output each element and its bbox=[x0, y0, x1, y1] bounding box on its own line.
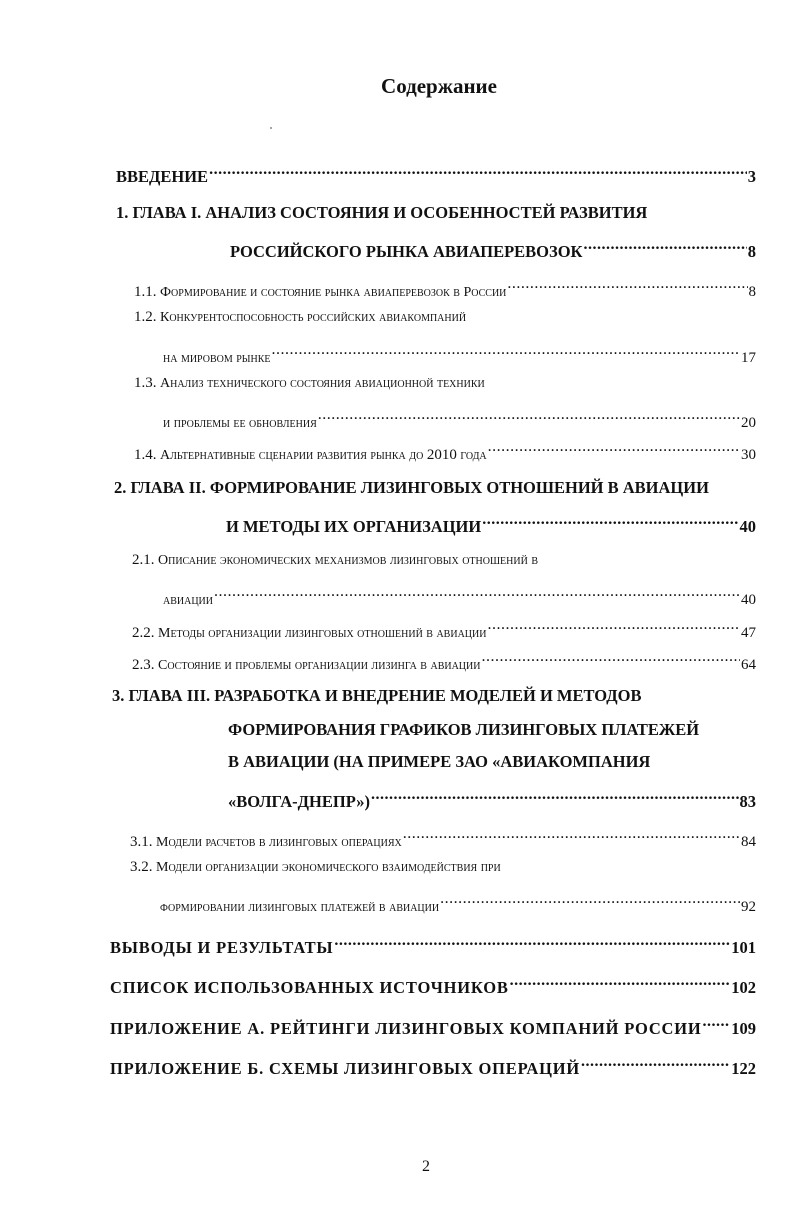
toc-section-1-4[interactable] bbox=[134, 435, 756, 463]
toc-entry-page: 40 bbox=[739, 517, 756, 536]
toc-chapter-3[interactable] bbox=[228, 783, 756, 811]
toc-entry-page: 8 bbox=[747, 242, 756, 261]
dot-leader bbox=[371, 783, 739, 807]
toc-section-3-1[interactable] bbox=[130, 822, 756, 850]
toc-entry-label: Формирование и состояние рынка авиаперевозок в России bbox=[160, 285, 507, 300]
page-title: Содержание bbox=[381, 74, 497, 98]
toc-entry-label-end: года bbox=[460, 448, 487, 463]
toc-entry-label: Альтернативные сценарии развития рынка до bbox=[160, 448, 424, 463]
page-number: 2 bbox=[422, 1158, 430, 1175]
toc-entry-page: 40 bbox=[741, 592, 756, 608]
dot-leader bbox=[488, 435, 740, 459]
toc-section-2-1-line1[interactable] bbox=[132, 548, 538, 573]
toc-entry-conclusions[interactable] bbox=[110, 929, 756, 957]
dot-leader bbox=[581, 1050, 730, 1074]
section-number: 1.1. bbox=[134, 284, 157, 300]
toc-entry-label: Методы организации лизинговых отношений в авиации bbox=[158, 626, 487, 641]
toc-entry-label: Описание экономических механизмов лизинговых отношений в bbox=[158, 553, 538, 568]
dot-leader bbox=[482, 508, 738, 532]
section-number: 3.2. bbox=[130, 859, 153, 875]
toc-entry-page: 84 bbox=[741, 834, 756, 850]
dot-leader bbox=[487, 613, 740, 637]
toc-section-1-3[interactable] bbox=[163, 403, 756, 431]
toc-section-1-1[interactable] bbox=[134, 272, 756, 300]
toc-chapter-1-line1[interactable]: 1. ГЛАВА I. АНАЛИЗ СОСТОЯНИЯ И ОСОБЕННОСТЕЙ РАЗВИТИЯ bbox=[116, 203, 648, 222]
toc-entry-label: Модели расчетов в лизинговых операциях bbox=[156, 835, 402, 850]
dot-leader bbox=[318, 403, 740, 427]
toc-entry-label: ВЫВОДЫ И РЕЗУЛЬТАТЫ bbox=[110, 938, 334, 957]
toc-entry-page: 101 bbox=[731, 938, 756, 957]
dot-leader bbox=[272, 338, 740, 362]
section-number: 3.1. bbox=[130, 834, 153, 850]
toc-entry-label: ВВЕДЕНИЕ bbox=[116, 167, 209, 186]
dot-leader bbox=[209, 158, 747, 182]
toc-section-1-2-line1[interactable] bbox=[134, 305, 466, 330]
section-number: 1.2. bbox=[134, 309, 157, 325]
dot-leader bbox=[584, 233, 747, 257]
toc-chapter-3-line3[interactable]: В АВИАЦИИ (НА ПРИМЕРЕ ЗАО «АВИАКОМПАНИЯ bbox=[228, 752, 651, 771]
dot-leader bbox=[440, 887, 740, 911]
toc-entry-intro[interactable] bbox=[116, 158, 756, 186]
toc-entry-label: Конкурентоспособность российских авиакомпаний bbox=[160, 310, 467, 325]
dot-leader bbox=[403, 822, 740, 846]
toc-chapter-3-line1[interactable]: 3. ГЛАВА III. РАЗРАБОТКА И ВНЕДРЕНИЕ МОДЕЛЕЙ И МЕТОДОВ bbox=[112, 686, 642, 705]
section-number: 1.3. bbox=[134, 375, 157, 391]
toc-section-1-3-line1[interactable] bbox=[134, 371, 485, 396]
dot-leader bbox=[481, 645, 740, 669]
scan-speck bbox=[270, 127, 272, 129]
toc-section-2-2[interactable] bbox=[132, 613, 756, 641]
toc-chapter-2-line1[interactable]: 2. ГЛАВА II. ФОРМИРОВАНИЕ ЛИЗИНГОВЫХ ОТНОШЕНИЙ В АВИАЦИИ bbox=[114, 478, 709, 497]
toc-section-3-2[interactable] bbox=[160, 887, 756, 915]
toc-section-2-3[interactable] bbox=[132, 645, 756, 673]
section-number: 2.2. bbox=[132, 625, 155, 641]
section-number: 2.3. bbox=[132, 657, 155, 673]
toc-entry-page: 30 bbox=[741, 447, 756, 463]
toc-entry-page: 109 bbox=[731, 1019, 756, 1038]
dot-leader bbox=[334, 929, 730, 953]
toc-entry-page: 8 bbox=[748, 284, 756, 300]
toc-entry-label: Модели организации экономического взаимодействия при bbox=[156, 860, 501, 875]
toc-entry-year: 2010 bbox=[426, 447, 457, 463]
toc-chapter-2[interactable] bbox=[226, 508, 756, 536]
toc-section-1-2[interactable] bbox=[163, 338, 756, 366]
toc-entry-sources[interactable] bbox=[110, 969, 756, 997]
toc-entry-label: «ВОЛГА-ДНЕПР») bbox=[228, 792, 370, 811]
section-number: 1.4. bbox=[134, 447, 157, 463]
toc-entry-appendix-b[interactable] bbox=[110, 1050, 756, 1078]
toc-entry-label: РОССИЙСКОГО РЫНКА АВИАПЕРЕВОЗОК bbox=[230, 242, 583, 261]
toc-section-2-1[interactable] bbox=[163, 580, 756, 608]
dot-leader bbox=[703, 1010, 731, 1034]
dot-leader bbox=[507, 272, 747, 296]
section-number: 2.1. bbox=[132, 552, 155, 568]
toc-entry-label: Анализ технического состояния авиационной техники bbox=[160, 376, 485, 391]
toc-entry-label: ПРИЛОЖЕНИЕ А. РЕЙТИНГИ ЛИЗИНГОВЫХ КОМПАНИЙ РОССИИ bbox=[110, 1019, 702, 1038]
toc-entry-label: формировании лизинговых платежей в авиации bbox=[160, 900, 440, 915]
toc-entry-page: 92 bbox=[741, 899, 756, 915]
toc-entry-page: 3 bbox=[747, 167, 756, 186]
toc-entry-page: 17 bbox=[741, 350, 756, 366]
toc-entry-label: ПРИЛОЖЕНИЕ Б. СХЕМЫ ЛИЗИНГОВЫХ ОПЕРАЦИЙ bbox=[110, 1059, 580, 1078]
toc-section-3-2-line1[interactable] bbox=[130, 855, 501, 880]
toc-entry-label: на мировом рынке bbox=[163, 351, 271, 366]
toc-entry-label: Состояние и проблемы организации лизинга в авиации bbox=[158, 658, 481, 673]
toc-chapter-3-line2[interactable]: ФОРМИРОВАНИЯ ГРАФИКОВ ЛИЗИНГОВЫХ ПЛАТЕЖЕЙ bbox=[228, 720, 700, 739]
toc-entry-label: И МЕТОДЫ ИХ ОРГАНИЗАЦИИ bbox=[226, 517, 482, 536]
toc-entry-page: 122 bbox=[731, 1059, 756, 1078]
toc-entry-page: 20 bbox=[741, 415, 756, 431]
toc-entry-appendix-a[interactable] bbox=[110, 1010, 756, 1038]
toc-entry-label: и проблемы ее обновления bbox=[163, 416, 317, 431]
toc-entry-page: 47 bbox=[741, 625, 756, 641]
toc-entry-label: СПИСОК ИСПОЛЬЗОВАННЫХ ИСТОЧНИКОВ bbox=[110, 978, 509, 997]
toc-entry-page: 83 bbox=[739, 792, 756, 811]
toc-entry-page: 64 bbox=[741, 657, 756, 673]
toc-entry-label: авиации bbox=[163, 593, 213, 608]
dot-leader bbox=[510, 969, 731, 993]
dot-leader bbox=[214, 580, 740, 604]
toc-entry-page: 102 bbox=[731, 978, 756, 997]
toc-chapter-1[interactable] bbox=[230, 233, 756, 261]
